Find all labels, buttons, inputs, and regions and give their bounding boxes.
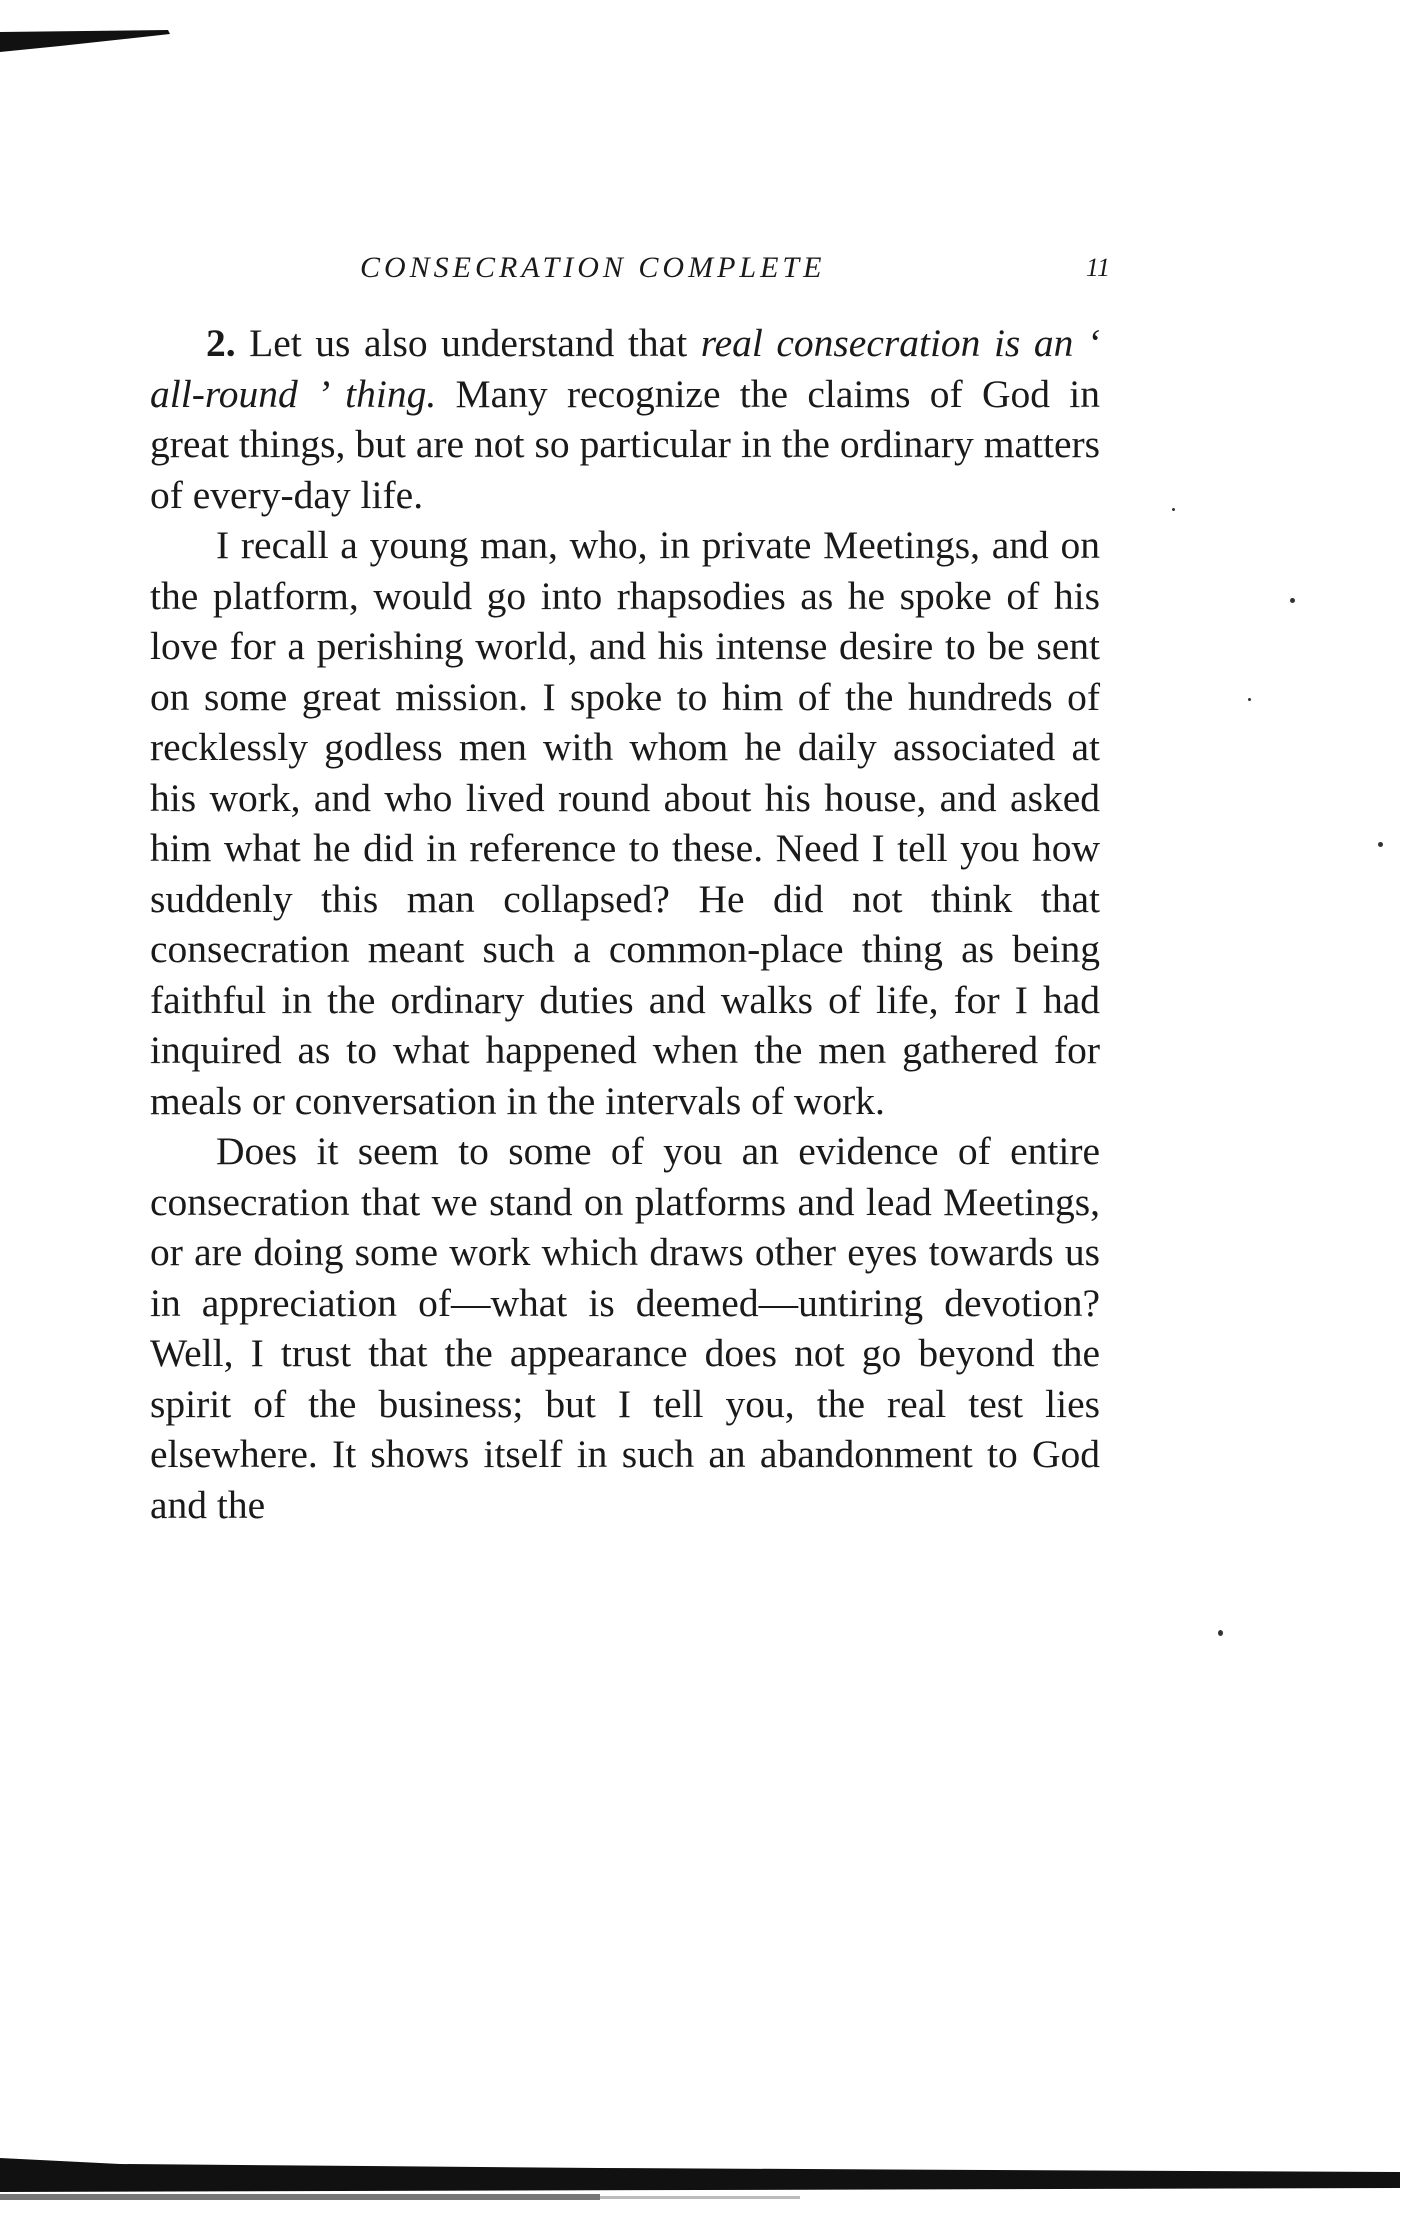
page-number: 11 — [1085, 253, 1110, 282]
scan-speck — [1218, 1630, 1223, 1636]
scan-speck — [1172, 508, 1175, 511]
paragraph-number: 2. — [206, 321, 236, 365]
paragraph-1-text-a: Let us also understand that — [235, 321, 701, 365]
paragraph-2: I recall a young man, who, in private Meetings, and on the platform, would go into rhapsodies as he spoke of his love for a perishing world, and his intense desire to be sent on some great mission. I spoke to him of the hundreds of recklessly godless men with whom he daily associated at his work, and who lived round about his house, and asked him what he did in reference to these. Need I tell you how suddenly this man collapsed? He did not think that consecration meant such a common-place thing as being faithful in the ordinary duties and walks of life, for I had inquired as to what happened when the men gathered for meals or conversation in the intervals of work. — [150, 523, 1100, 1123]
scan-edge-mark — [0, 28, 170, 54]
scan-speck — [1248, 698, 1251, 701]
scan-edge-bar — [0, 2158, 1428, 2235]
paragraph-1 — [150, 318, 1100, 520]
paragraph-1-emphasis: real consecration is an ‘ all-round ’ thing. — [150, 321, 1100, 416]
body-text — [150, 318, 1100, 1530]
running-title: CONSECRATION COMPLETE — [360, 251, 826, 284]
paragraph-1-text-b: Many recognize the claims of God in great things, but are not so particular in the ordinary matters of every-day life. — [150, 371, 1101, 517]
running-head — [150, 246, 1110, 290]
paragraph-3: Does it seem to some of you an evidence of entire consecration that we stand on platforms and lead Meetings, or are doing some work which draws other eyes towards us in appreciation of—what is deemed—untiring devotion? Well, I trust that the appearance does not go beyond the spirit of the business; but I tell you, the real test lies elsewhere. It shows itself in such an abandonment to God and the — [150, 1129, 1100, 1527]
scan-speck — [1378, 842, 1383, 847]
scan-speck — [1290, 598, 1295, 603]
